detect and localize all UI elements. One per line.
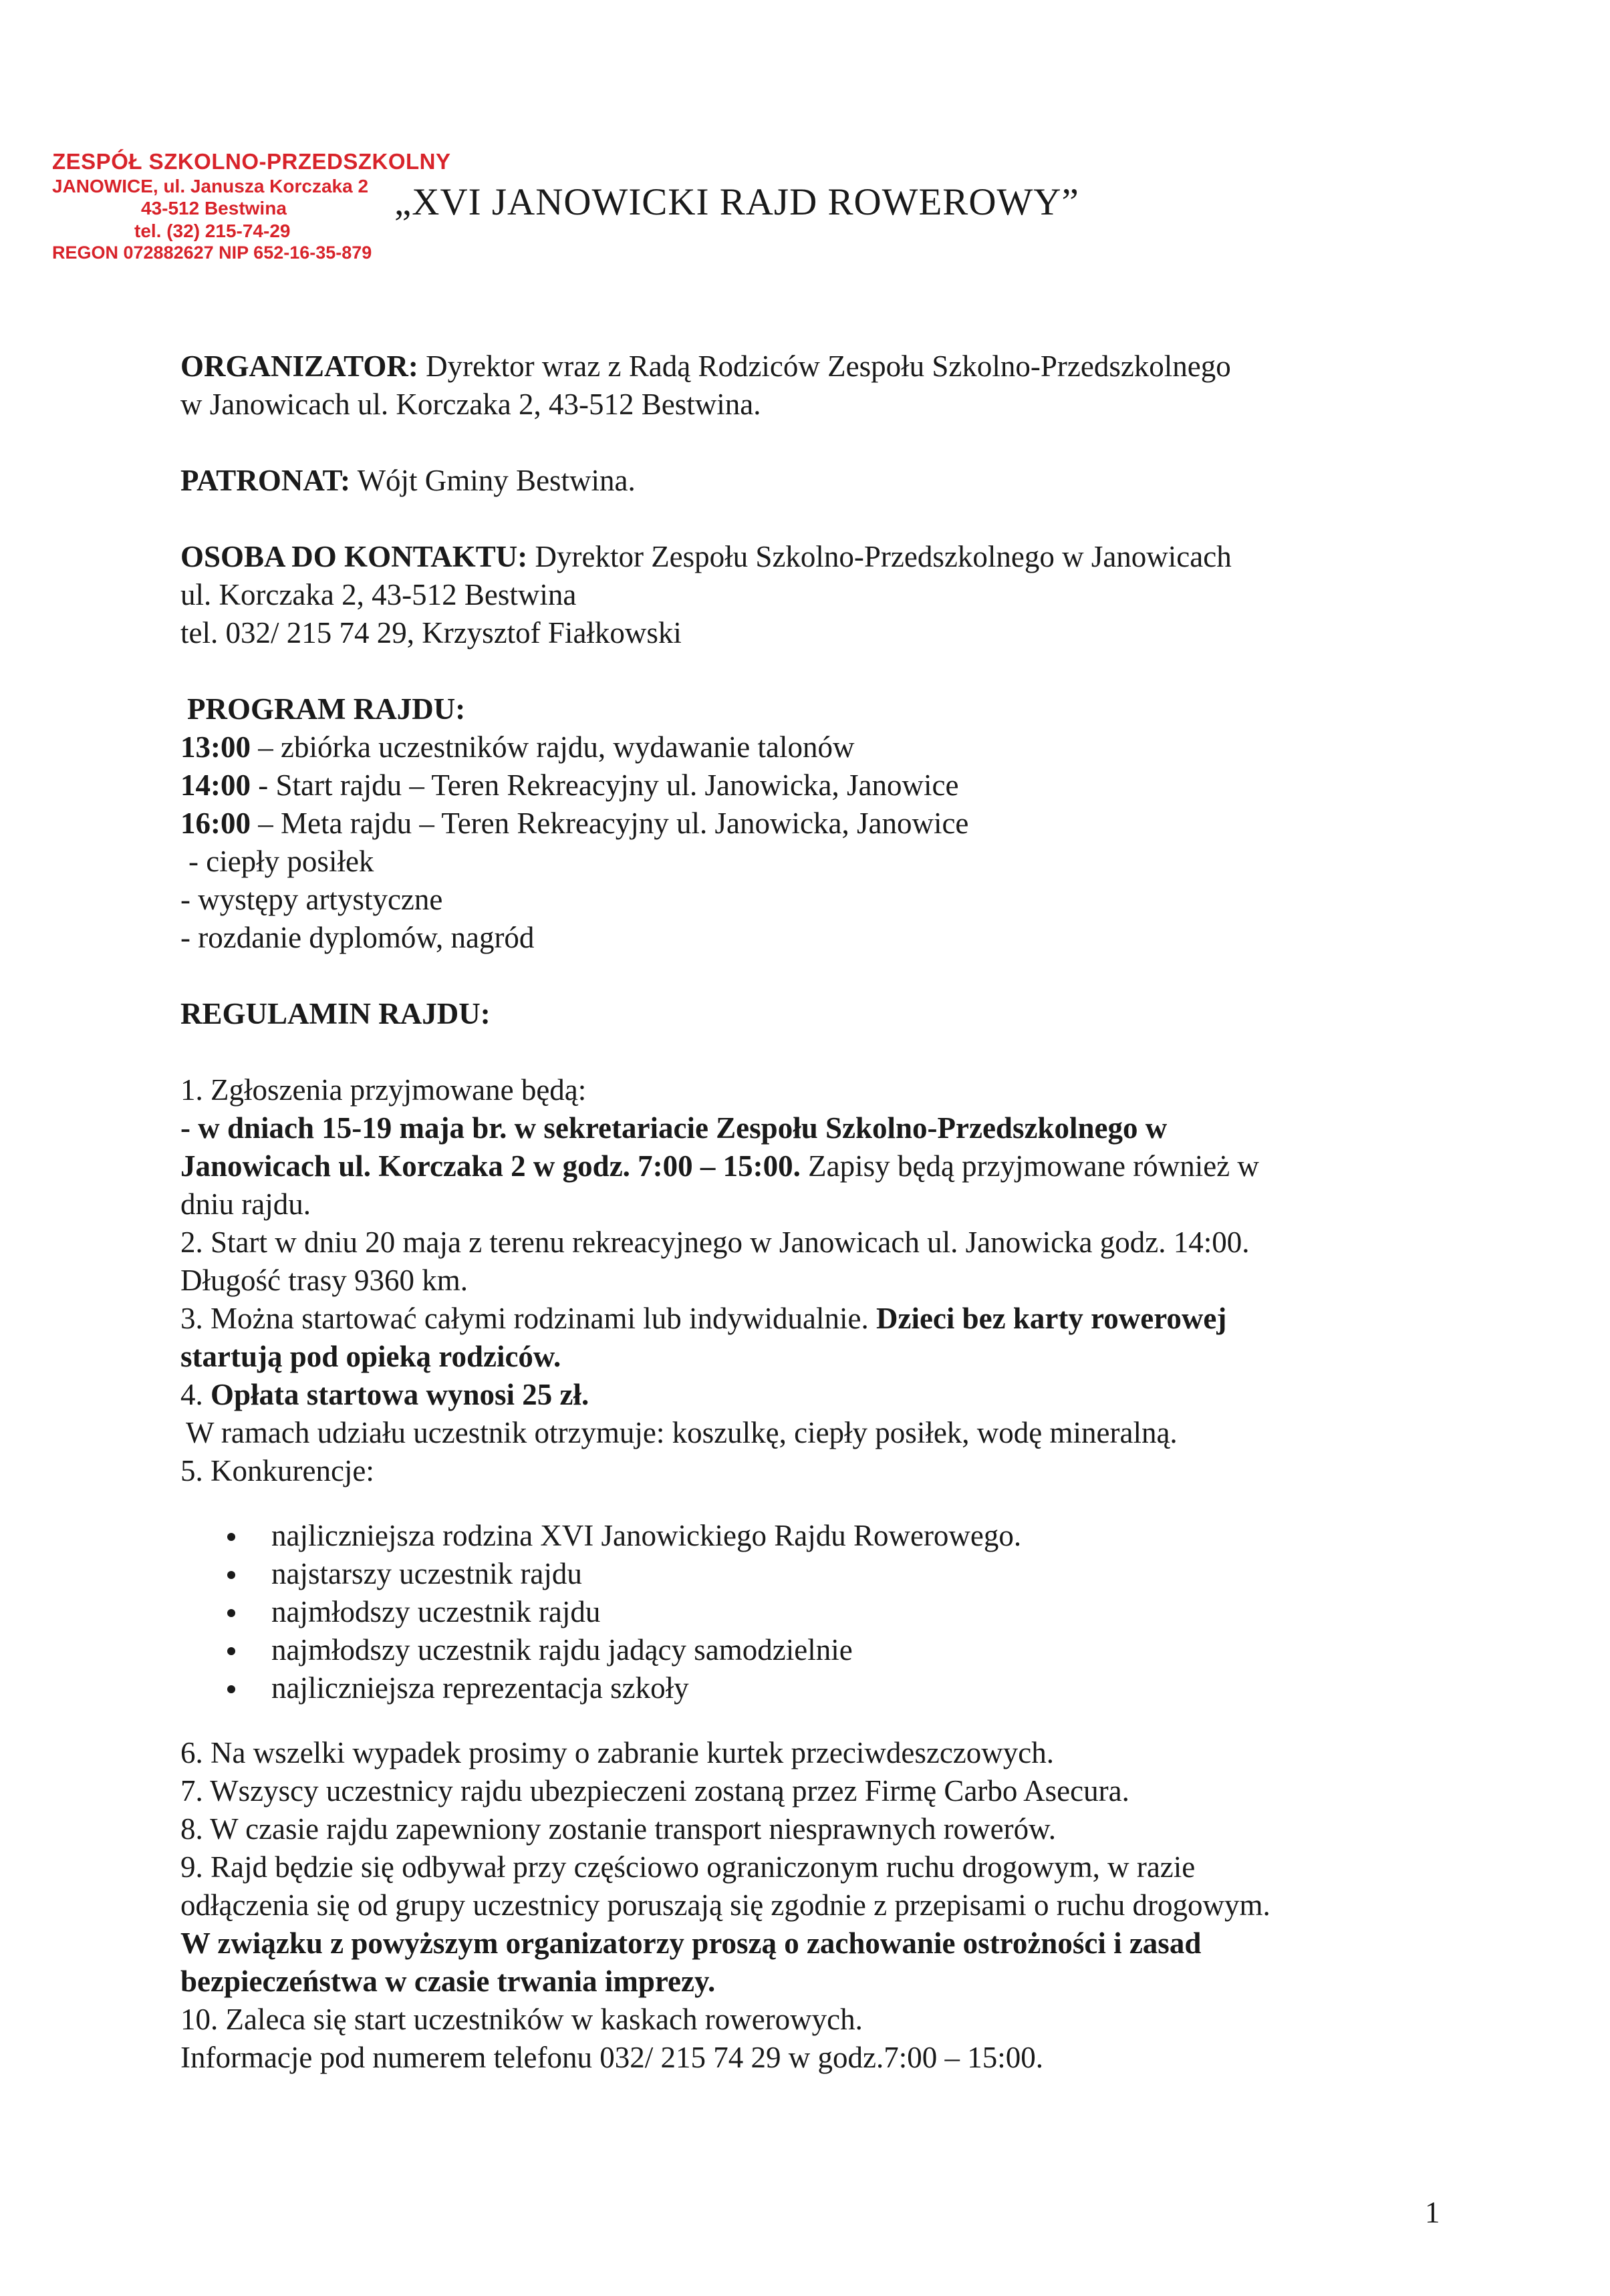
competitions-list	[180, 1517, 1410, 1707]
kontakt-label: OSOBA DO KONTAKTU:	[180, 540, 528, 573]
rule-1-intro: 1. Zgłoszenia przyjmowane będą:	[180, 1073, 587, 1107]
program-section	[180, 690, 1410, 957]
contact-info: Informacje pod numerem telefonu 032/ 215 74 29 w godz.7:00 – 15:00.	[180, 2041, 1043, 2074]
rule-2-b: Długość trasy 9360 km.	[180, 1264, 468, 1297]
program-text: - Start rajdu – Teren Rekreacyjny ul. Janowicka, Janowice	[251, 768, 959, 802]
program-extra: - występy artystyczne	[180, 883, 443, 916]
document-title: „XVI JANOWICKI RAJD ROWEROWY”	[394, 181, 1079, 223]
rule-2-a: 2. Start w dniu 20 maja z terenu rekreacyjnego w Janowicach ul. Janowicka godz. 14:00.	[180, 1226, 1250, 1259]
patronat-label: PATRONAT:	[180, 464, 351, 497]
rule-3-a: 3. Można startować całymi rodzinami lub indywidualnie.	[180, 1302, 869, 1335]
rule-4-text: W ramach udziału uczestnik otrzymuje: koszulkę, ciepły posiłek, wodę mineralną.	[186, 1416, 1178, 1449]
regulamin-heading: REGULAMIN RAJDU:	[180, 997, 491, 1030]
program-item	[180, 805, 1410, 843]
rule-7: 7. Wszyscy uczestnicy rajdu ubezpieczeni zostaną przez Firmę Carbo Asecura.	[180, 1774, 1129, 1808]
kontakt-text-3: tel. 032/ 215 74 29, Krzysztof Fiałkowski	[180, 616, 682, 650]
program-text: – zbiórka uczestników rajdu, wydawanie talonów	[251, 730, 855, 764]
list-item: najliczniejsza rodzina XVI Janowickiego Rajdu Rowerowego.	[227, 1517, 1410, 1555]
rule-10: 10. Zaleca się start uczestników w kaskach rowerowych.	[180, 2003, 863, 2036]
rule-3-bold-b: startują pod opieką rodziców.	[180, 1340, 561, 1373]
stamp-line-postcode: 43-512 Bestwina	[141, 198, 287, 219]
page-number: 1	[1425, 2196, 1440, 2229]
rule-5: 5. Konkurencje:	[180, 1454, 374, 1487]
list-item: najmłodszy uczestnik rajdu jadący samodzielnie	[227, 1631, 1410, 1669]
rule-4-number: 4.	[180, 1378, 203, 1411]
rule-9-bold-a: W związku z powyższym organizatorzy proszą o zachowanie ostrożności i zasad	[180, 1926, 1202, 1960]
rule-4-bold: Opłata startowa wynosi 25 zł.	[203, 1378, 589, 1411]
patronat-section	[180, 462, 1410, 500]
program-time: 13:00	[180, 730, 251, 764]
kontakt-section	[180, 538, 1410, 652]
program-heading: PROGRAM RAJDU:	[187, 692, 466, 726]
program-time: 16:00	[180, 807, 251, 840]
regulamin-section	[180, 995, 1410, 2077]
program-extra: - rozdanie dyplomów, nagród	[180, 921, 535, 954]
list-item: najliczniejsza reprezentacja szkoły	[227, 1669, 1410, 1707]
school-stamp	[52, 148, 451, 264]
rule-9-a: 9. Rajd będzie się odbywał przy częściowo ograniczonym ruchu drogowym, w razie	[180, 1850, 1196, 1884]
rule-1-bold-b: Janowicach ul. Korczaka 2 w godz. 7:00 – 15:00.	[180, 1149, 801, 1183]
rule-1-bold-a: - w dniach 15-19 maja br. w sekretariacie Zespołu Szkolno-Przedszkolnego w	[180, 1111, 1168, 1145]
rule-6: 6. Na wszelki wypadek prosimy o zabranie kurtek przeciwdeszczowych.	[180, 1736, 1054, 1769]
rule-1-rest-a: Zapisy będą przyjmowane również w	[800, 1149, 1259, 1183]
program-item	[180, 728, 1410, 766]
program-text: – Meta rajdu – Teren Rekreacyjny ul. Janowicka, Janowice	[251, 807, 969, 840]
document-body	[180, 347, 1410, 2077]
stamp-line-regon: REGON 072882627 NIP 652-16-35-879	[52, 243, 372, 263]
list-item: najstarszy uczestnik rajdu	[227, 1555, 1410, 1593]
rule-9-b: odłączenia się od grupy uczestnicy poruszają się zgodnie z przepisami o ruchu drogowym.	[180, 1888, 1270, 1922]
organizator-text-2: w Janowicach ul. Korczaka 2, 43-512 Bestwina.	[180, 388, 761, 421]
rule-3-bold-a: Dzieci bez karty rowerowej	[868, 1302, 1227, 1335]
rule-8: 8. W czasie rajdu zapewniony zostanie transport niesprawnych rowerów.	[180, 1812, 1056, 1846]
patronat-text: Wójt Gminy Bestwina.	[350, 464, 636, 497]
organizator-text-1: Dyrektor wraz z Radą Rodziców Zespołu Szkolno-Przedszkolnego	[418, 349, 1231, 383]
organizator-section	[180, 347, 1410, 424]
organizator-label: ORGANIZATOR:	[180, 349, 418, 383]
kontakt-text-2: ul. Korczaka 2, 43-512 Bestwina	[180, 578, 577, 611]
list-item: najmłodszy uczestnik rajdu	[227, 1593, 1410, 1631]
stamp-line-address: JANOWICE, ul. Janusza Korczaka 2	[52, 175, 369, 196]
rule-9-bold-b: bezpieczeństwa w czasie trwania imprezy.	[180, 1965, 716, 1998]
rule-1-rest-b: dniu rajdu.	[180, 1187, 311, 1221]
stamp-line-phone: tel. (32) 215-74-29	[134, 220, 291, 241]
program-extra: - ciepły posiłek	[188, 845, 374, 878]
program-time: 14:00	[180, 768, 251, 802]
kontakt-text-1: Dyrektor Zespołu Szkolno-Przedszkolnego w Janowicach	[527, 540, 1232, 573]
program-item	[180, 766, 1410, 805]
stamp-line-name: ZESPÓŁ SZKOLNO-PRZEDSZKOLNY	[52, 149, 451, 174]
